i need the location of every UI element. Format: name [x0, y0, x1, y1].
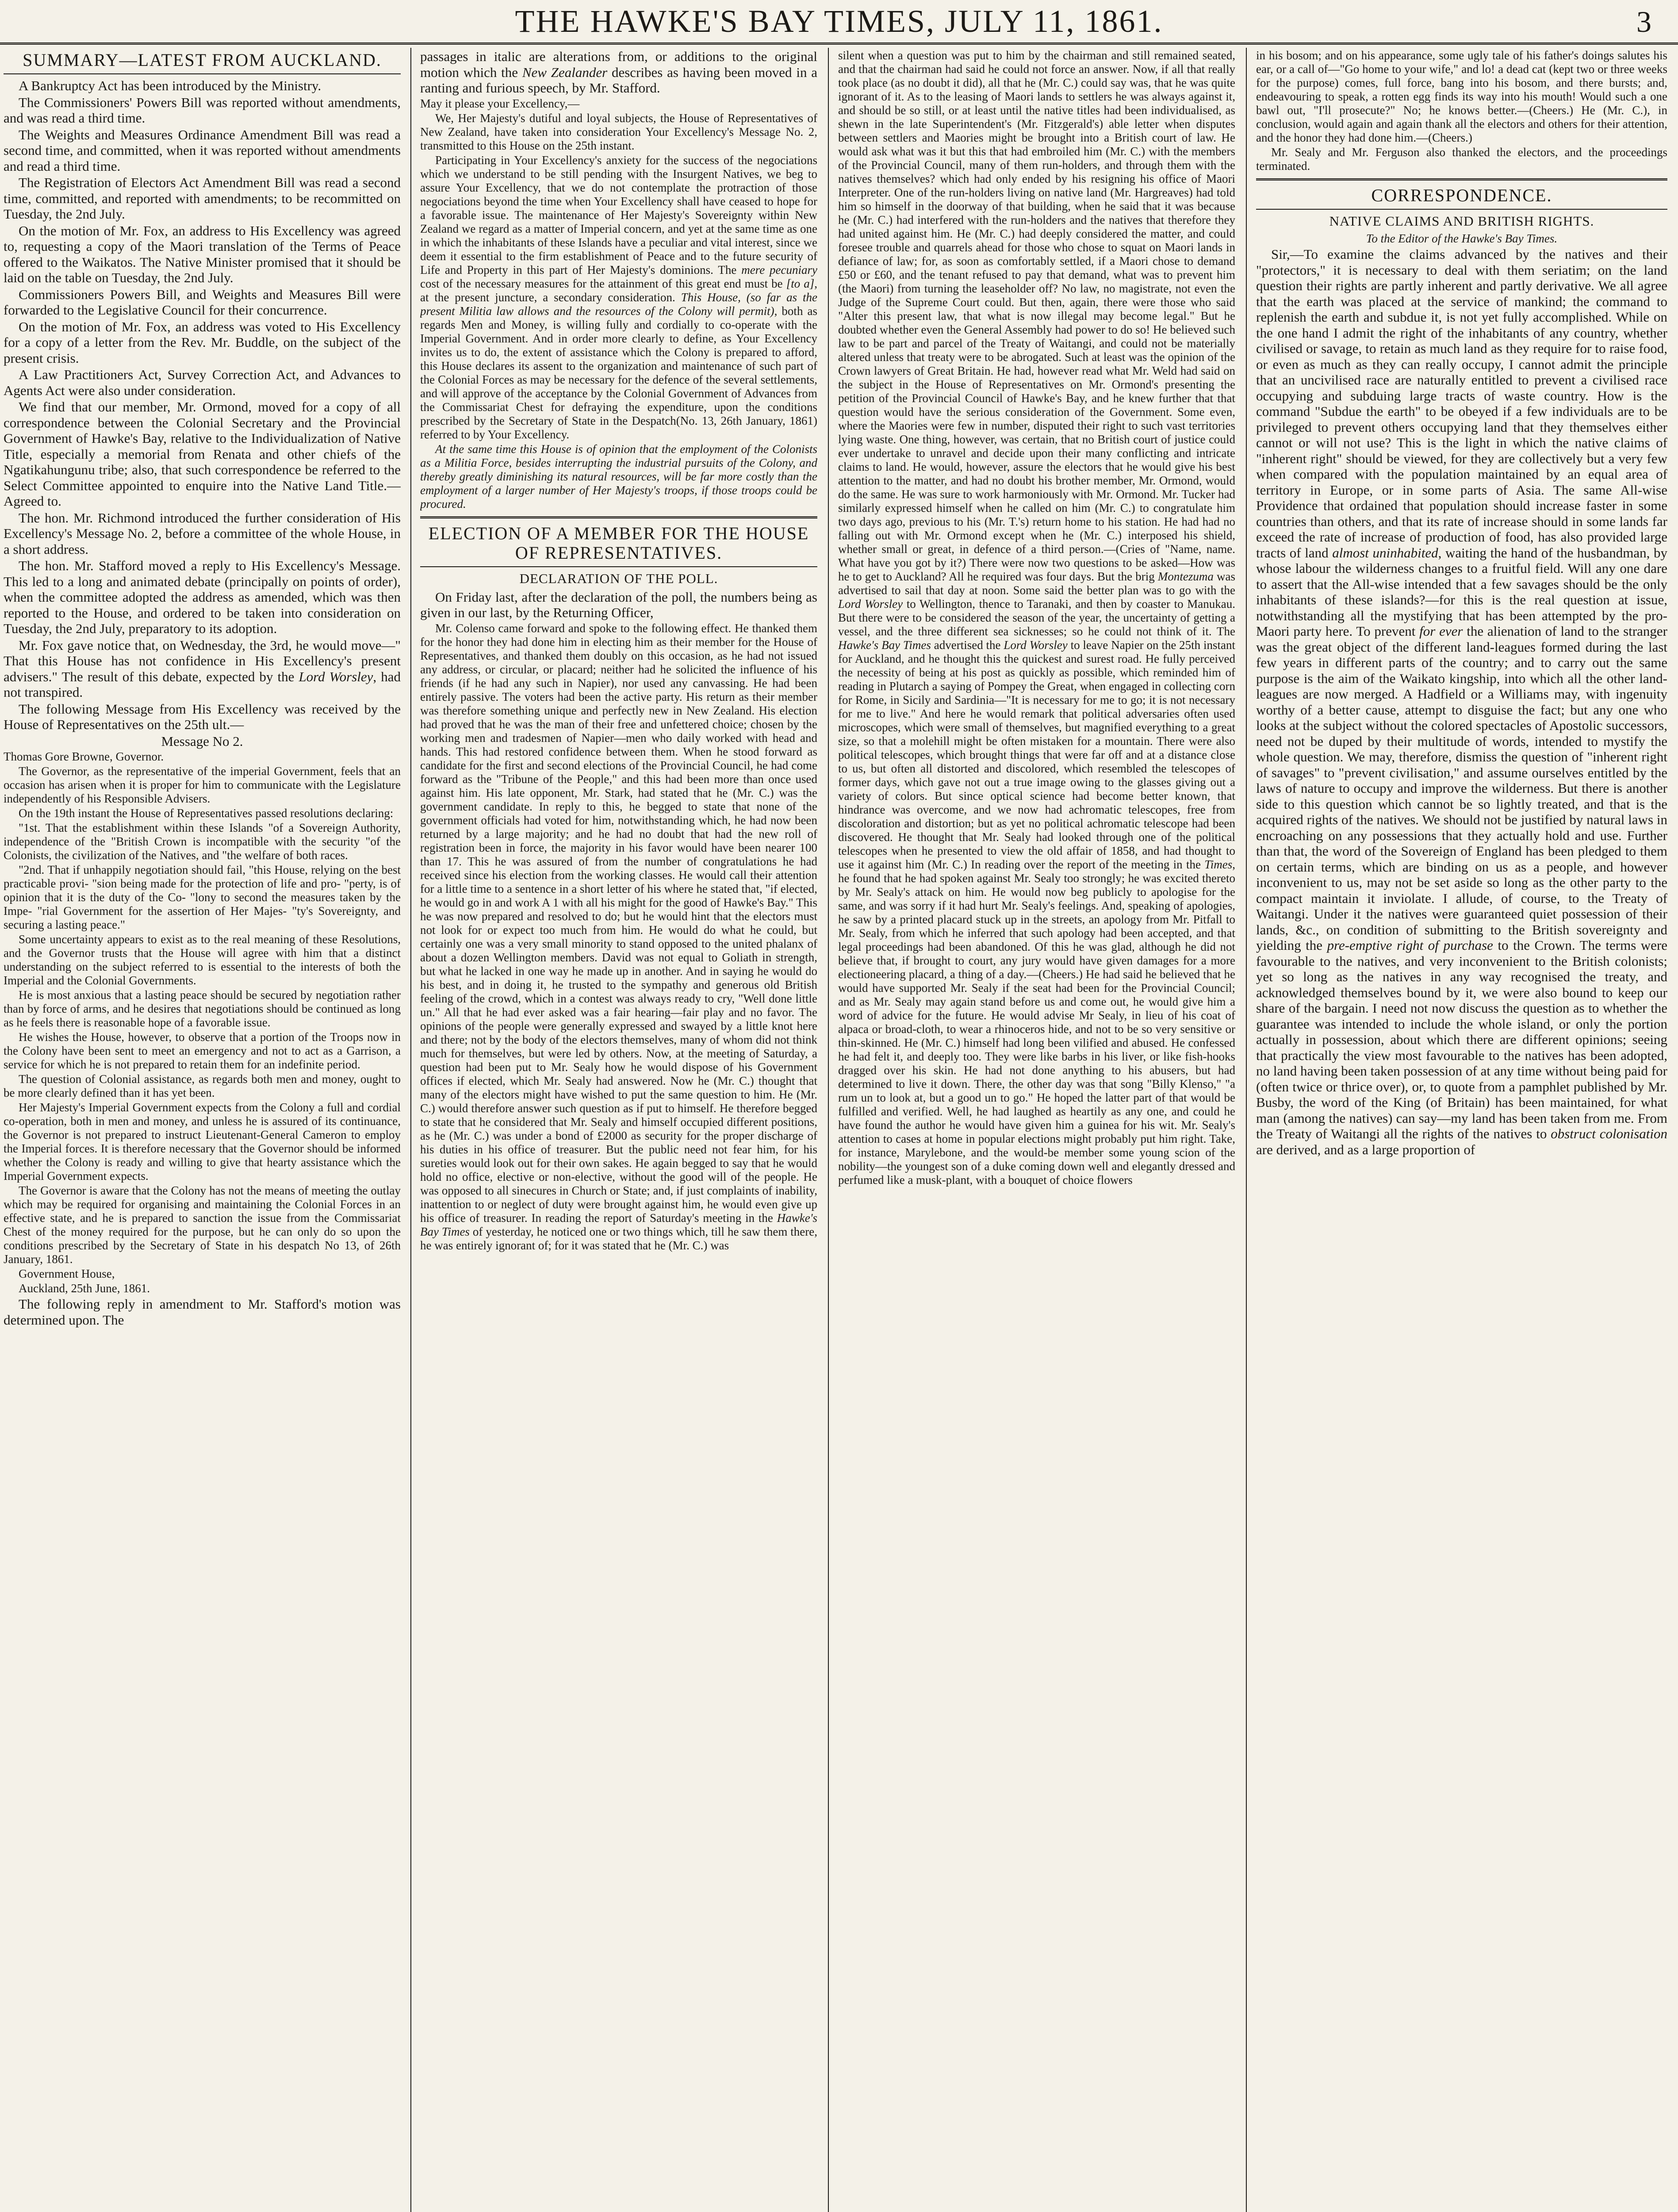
summary-heading: SUMMARY—LATEST FROM AUCKLAND. [23, 50, 382, 70]
column-1 [4, 49, 401, 2212]
italic-run: To the Editor of the Hawke's Bay Times. [1366, 232, 1558, 245]
paragraph: We find that our member, Mr. Ormond, moved for a copy of all correspondence between the Colonial Secretary and the Provincial Government of Hawke's Bay, relative to the Individualization of Native Title, especially a memorial from Renata and other chiefs of the Ngatikahungunu tribe; also, that such correspondence be referred to the Select Committee appointed to enquire into the Native Land Title.—Agreed to. [4, 399, 401, 509]
italic-run: mere pecuniary [741, 263, 817, 276]
text-run: cost of the necessary measures for the attainment of this great end must be [420, 276, 783, 290]
paragraph: The Governor is aware that the Colony has not the means of meeting the outlay which may be required for organising and maintaining the Colonial Forces in an effective state, and he is prepared to sanction the issue from the Commissariat Chest of the money required for the purpose, but he can only do so upon the conditions prescribed by the Secretary of State in his despatch No 13, of 26th January, 1861. [4, 1184, 401, 1266]
to-editor-line [1256, 232, 1667, 246]
text-run: was advertised to sail that day at noon. Some said the better plan was to go with the [838, 570, 1235, 597]
column-divider [1246, 48, 1247, 2212]
text-run: the alienation of land to the stranger was the great object of the different land-leagues formed during the last few years in different parts of the country; and to carry out the same purpose is the aim of the Waikato kingship, into which all the other land-leagues are now merged. A Hadfield or a Williams may, with ingenuity worthy of a better cause, attempt to disguise the fact; but any one who looks at the subject without the colored spectacles of Apostolic successors, need not be duped by their multitude of words, intended to mystify the whole question. We may, therefore, dismiss the question of "inherent right of savages" to "prevent civilisation," and assume ourselves entitled by the laws of nature to occupy and improve the wilderness. But there is another side to this question which cannot be so lightly treated, and that is the acquired rights of the natives. We should not be justified by natural laws in encroaching on any possessions that they actually hold and use. Further than that, the word of the Sovereign of England has been pledged to them on certain terms, which are binding on us as a people, and however inconvenient to us, may not be set aside so long as the other party to the compact maintain it inviolate. I allude, of course, to the Treaty of Waitangi. Under it the natives were guaranteed quiet possession of their lands, &c., on condition of submitting to the British sovereignty and yielding the [1256, 623, 1667, 953]
italic-run: Times [1204, 858, 1233, 871]
column-4 [1256, 49, 1667, 2212]
text-run: silent when a question was put to him by the chairman and still remained seated, and that the chairman had said he could not force an answer. Now, if all that really took place (as no doubt it did), all that he (Mr. C.) could say was, that he was quite ignorant of it. As to the leasing of Maori lands to settlers he was always against it, and should be so still, or at least until the native titles had been individualised, as shewn in the late Superintendent's (Mr. Fitzgerald's) able letter when disputes between settlers and Maories might be brought into a British court of law. He would ask what was it but this that had embroiled him (Mr. C.) with the members of the Provincial Council, many of them run-holders, and through them with the natives themselves? which had only ended by his resigning his office of Maori Interpreter. One of the run-holders living on native land (Mr. Hargreaves) had told him so himself in the doorway of that building, when he said that it was because he (Mr. C.) had interfered with the run-holders and the natives that therefore they had united against him. He (Mr. C.) had deeply considered the matter, and could foresee trouble and quarrels ahead for those who chose to squat on Maori lands in defiance of law; for, as soon as comfortably settled, if a Maori chose to demand £50 or £60, and the tenant refused to pay that demand, what was to prevent him (the Maori) from turning the leaseholder off? No law, no magistrate, not even the Judge of the Supreme Court could. But then, again, there were those who said "Alter this present law, that what is now illegal may become legal." But he doubted whether even the General Assembly had power to do so! He believed such law to be part and parcel of the Treaty of Waitangi, and could not be materially altered unless that treaty were to be abrogated. Such at least was the opinion of the Crown lawyers of Great Britain. He had, however read what Mr. Weld had said on the subject in the House of Representatives on Mr. Ormond's presenting the petition of the Provincial Council of Hawke's Bay, and he knew further that that question would have the serious consideration of the Government. Some even, where the Maories were few in number, disputed their right to such vast territories lying waste. One thing, however, was certain, that no British court of justice could ever undertake to unravel and decide upon their many conflicting and intricate claims to land. He would, however, assure the electors that he would give his best attention to the matter, and had no doubt his brother member, Mr. Ormond, would do the same. He was sure to work harmoniously with Mr. Ormond. Mr. Tucker had similarly expressed himself when he called on him (Mr. C.) to congratulate him two days ago, previous to his (Mr. T.'s) return home to his station. He had had no falling out with Mr. Ormond except when he (Mr. C.) interposed his shield, whether small or great, in defence of a third person.—(Cries of "Name, name. What have you got by it?) There were now two questions to be asked—How was he to get to Auckland? All he required was four days. But the brig [838, 49, 1235, 583]
italic-run: obstruct colonisation [1551, 1126, 1667, 1141]
text-run: Sir,—To examine the claims advanced by the natives and their "protectors," it is necessary to deal with them seriatim; on the land question their rights are partly inherent and partly derivative. We all agree that the earth was placed at the service of mankind; the command to replenish the earth and subdue it, is not yet fully accomplished. While on the one hand I admit the right of the inhabitants of any country, whether civilised or savage, to retain as much land as they require for to raise food, or even as much as they can really occupy, I cannot admit the principle that an uncivilised race are naturally entitled to prevent a civilised race occupying and subduing large tracts of waste country. How is the command "Subdue the earth" to be obeyed if a few individuals are to be privileged to prevent others occupying land that they themselves either cannot or will not use? This is the light in which the native claims of "inherent right" should be viewed, for they are collectively but a very few when compared with the population maintained by an equal area of territory in Europe, or in some parts of Asia. The same All-wise Providence that ordained that population should increase faster in some countries than others, and that its rate of increase should in some lands far exceed the rate of increase of production of food, has also provided large tracts of land [1256, 246, 1667, 561]
text-run: , waiting the hand of the husbandman, by whose labour the wilderness changes to a fruitful field. Will any one dare to assert that the All-wise intended that a few savages should be the only inhabitants of these islands?—for this is the real question at issue, notwithstanding all the mystifying that has been attempted by the pro-Maori party here. To prevent [1256, 545, 1667, 639]
paragraph: He wishes the House, however, to observe that a portion of the Troops now in the Colony have been sent to meet an emergency and not to act as a Garrison, a service for which he is not prepared to retain them for an indefinite period. [4, 1030, 401, 1071]
salutation: May it please your Excellency,— [420, 96, 580, 110]
italic-run: Lord Worsley [838, 597, 903, 611]
paragraph: Her Majesty's Imperial Government expects from the Colony a full and cordial co-operation, both in men and money, and unless he is assured of its continuance, the Governor is not prepared to instruct Lieutenant-General Cameron to employ the Imperial forces. It is therefore necessary that the Governor should be informed whether the Colony is ready and willing to give that hearty assistance which the Imperial Government expects. [4, 1101, 401, 1183]
column-3 [838, 49, 1235, 2212]
text-run: of yesterday, he noticed one or two things which, till he saw them there, he was entirely ignorant of; for it was stated that he (Mr. C.) was [420, 1225, 817, 1252]
text-run: describes as having been moved in a ranting and furious speech, by Mr. Stafford. [420, 64, 817, 96]
text-run: passages in italic are alterations from, or additions to the original motion which the [420, 49, 817, 80]
masthead [0, 0, 1678, 44]
paragraph [1256, 246, 1667, 1157]
masthead-rule [0, 42, 1678, 45]
paragraph [420, 442, 817, 511]
dateline: Government House, [19, 1267, 115, 1280]
column-divider [828, 48, 829, 2212]
italic-run: Hawke's Bay Times [420, 1211, 817, 1238]
paragraph: Commissioners Powers Bill, and Weights and Measures Bill were forwarded to the Legislative Council for their concurrence. [4, 286, 401, 318]
heading-rule [420, 566, 817, 567]
election-heading: ELECTION OF A MEMBER FOR THE HOUSE OF REPRESENTATIVES. [428, 523, 809, 563]
text-run: advertised the [934, 638, 1001, 652]
column-2 [420, 49, 817, 2212]
paragraph: Some uncertainty appears to exist as to the real meaning of these Resolutions, and the Governor trusts that the House will agree with him that a distinct understanding on the subject referred to is essential to the interests of both the Imperial and the Colonial Governments. [4, 933, 401, 987]
message-title: Message No 2. [161, 733, 243, 749]
italic-run: Lord Worsley [1004, 638, 1068, 652]
text-run: to Wellington, thence to Taranaki, and then by coaster to Manukau. But there were to be considered the season of the year, the uncertainty of getting a vessel, and the three different sea sicknesses; so he could not think of it. The [838, 597, 1235, 638]
section-rule [1256, 178, 1667, 180]
paragraph: in his bosom; and on his appearance, some ugly tale of his father's doings salutes his ear, or a call of—"Go home to your wife," and lo! a dead cat (kept two or three weeks for the purpose) comes, full force, bang into his bosom, and there bursts; and, endeavouring to speak, a rotten egg finds its way into his mouth! Would such a one bawl out, "I'll prosecute?" No; he knows better.—(Cheers.) He (Mr. C.), in conclusion, would again and again thank all the electors and others for their attention, and the honor they had done him.—(Cheers.) [1256, 49, 1667, 144]
paragraph: Mr. Sealy and Mr. Ferguson also thanked the electors, and the proceedings terminated. [1256, 146, 1667, 173]
italic-run: almost uninhabited [1332, 545, 1438, 561]
text-run: to the Crown. The terms were favourable to the natives, and very inconvenient to the British colonists; yet so long as the natives in any way recognised the treaty, and acknowledged themselves bound by it, we were also bound to keep our share of the bargain. I need not now discuss the question as to whether the guarantee was intended to include the whole island, or only the portion actually in possession, about which there are different opinions; seeing that practically the view most favourable to the natives has been adopted, no land having been taken possession of at any time without being paid for (often twice or thrice over), or, to quote from a pamphlet published by Mr. Busby, the word of the King (of Britain) has been maintained, for what man (among the natives) can say—my land has been taken from me. From the Treaty of Waitangi all the rights of the natives to [1256, 937, 1667, 1141]
heading-rule [1256, 209, 1667, 210]
paragraph [420, 154, 817, 442]
text-run: , both as regards Men and Money, is willing fully and cordially to co-operate with the Imperial Government. And in order more clearly to define, as Your Excellency invites us to do, the extent of assistance which the Colony is prepared to afford, this House declares its assent to the organization and maintenance of such part of the Colonial Forces as may be necessary for the defence of the several settlements, and will approve of the acceptance by the Colonial Government of Advances from the Commissariat Chest for defraying the expenditure, upon the conditions prescribed by the Secretary of State in the Despatch(No. 13, 26th January, 1861) referred to by Your Excellency. [420, 304, 817, 441]
italic-run: Montezuma [1157, 570, 1214, 583]
italic-run: New Zealander [522, 64, 608, 80]
quotation: "1st. That the establishment within these Islands "of a Sovereign Authority, independence of the "British Crown is incompatible with the security "of the Colonists, the civilization of the Natives, and "the welfare of both races. [4, 821, 401, 862]
italic-run: At the same time this House is of opinion that the employment of the Colonists as a Militia Force, besides interrupting the industrial pursuits of the Colony, and thereby greatly diminishing its natural resources, will be far more costly than the employment of a larger number of Her Majesty's troops, if those troops could be procured. [420, 442, 817, 511]
section-rule [420, 516, 817, 518]
dateline: Auckland, 25th June, 1861. [19, 1282, 150, 1295]
poll-heading: DECLARATION OF THE POLL. [519, 570, 718, 586]
paragraph: On Friday last, after the declaration of the poll, the numbers being as given in our last, by the Returning Officer, [420, 589, 817, 620]
masthead-title: THE HAWKE'S BAY TIMES, JULY 11, 1861. [515, 4, 1163, 39]
paragraph: The Governor, as the representative of the imperial Government, feels that an occasion has arisen when it is proper for him to communicate with the Legislature independently of his Responsible Advisers. [4, 764, 401, 805]
text-run: Participating in Your Excellency's anxiety for the success of the negociations which we understand to be still pending with the Insurgent Natives, we beg to assure Your Excellency, that we do not contemplate the protraction of those negociations beyond the time when Your Excellency shall have ceased to hope for a favorable issue. The maintenance of Her Majesty's Sovereignty within New Zealand we regard as a matter of Imperial concern, and yet at the same time as one in which the inhabitants of these Islands have a peculiar and vital interest, since we deem it essential to the firm establishment of Peace and to the future security of Life and Property in this part of Her Majesty's dominions. The [420, 153, 817, 276]
text-run: , he found that he had spoken against Mr. Sealy too strongly; he was excited thereto by Mr. Sealy's attack on him. He would now beg publicly to apologise for the same, and was sorry if it had hurt Mr. Sealy's feelings. And, speaking of apologies, he saw by a printed placard stuck up in the streets, an apology from Mr. Pitfall to Mr. Sealy, from which he inferred that such apology had been accepted, and that legal proceedings had been abandoned. Of this he was glad, although he did not believe that, if brought to court, any jury would have given damages for a more electioneering placard, a thing of a day.—(Cheers.) He had said he believed that he would have supported Mr. Sealy if the seat had been for the Provincial Council; and as Mr. Sealy may again stand before us and come out, he would give him a word of advice for the future. He would advise Mr Sealy, in lieu of his coat of alpaca or broad-cloth, to wear a rhinoceros hide, and not to be so very sensitive or thin-skinned. He (Mr. C.) himself had long been vilified and abused. He confessed he had felt it, and deeply too. They were like barbs in his liver, or like fish-hooks dragged over his skin. He had not done anything to his abusers, but had determined to live it down. There, the other day was that song "Billy Klenso," "a rum un to look at, but a good un to go." He hoped the latter part of that would be fulfilled and verified. Well, he had laughed as heartily as any one, and could he have found the author he would have given him a guinea for his wit. Mr. Sealy's attention to cases at home in popular elections might probably put him right. Take, for instance, Marylebone, and the would-be member some young scion of the nobility—the youngest son of a duke coming down well and elegantly dressed and perfumed like a musk-plant, with a bouquet of choice flowers [838, 858, 1235, 1187]
native-claims-heading: NATIVE CLAIMS AND BRITISH RIGHTS. [1329, 213, 1594, 229]
paragraph: On the motion of Mr. Fox, an address was voted to His Excellency for a copy of a letter from the Rev. Mr. Buddle, on the subject of the present crisis. [4, 319, 401, 366]
paragraph: A Bankruptcy Act has been introduced by the Ministry. [19, 78, 322, 93]
paragraph: He is most anxious that a lasting peace should be secured by negotiation rather than by force of arms, and he desires that negotiations should be continued as long as he feels there is reasonable hope of a favorable issue. [4, 988, 401, 1029]
paragraph: The following reply in amendment to Mr. Stafford's motion was determined upon. The [4, 1296, 401, 1328]
text-run: are derived, and as a large proportion of [1256, 1141, 1475, 1157]
text-run: , at the present juncture, a secondary consideration. [420, 276, 817, 304]
italic-run: [to a] [786, 276, 815, 290]
paragraph: The question of Colonial assistance, as regards both men and money, ought to be more clearly defined than it has yet been. [4, 1072, 401, 1099]
italic-run: pre-emptive right of purchase [1327, 937, 1493, 953]
text-run: , had not transpired. [4, 668, 401, 700]
paragraph [420, 49, 817, 96]
text-run: to leave Napier on the 25th instant for Auckland, and he thought this the quickest and surest road. He fully perceived the necessity of being at his post as quickly as possible, which reminded him of reading in Plutarch a saying of Pompey the Great, when engaged in collecting corn for Rome, in Sicily and Sardinia—"It is necessary for me to go; it is not necessary for me to live." And here he would remark that political adversaries often used microscopes, which were small of themselves, but magnified everything to a great size, so that a molehill might be often mistaken for a mountain. There were also political telescopes, which brought things that were far off and at a distance close to us, but often all distorted and discolored, which resembled the telescopes of former days, which gave not out a true image owing to the glasses giving out a variety of colors. But since optical science had become better known, that hindrance was overcome, and we now had achromatic telescopes, free from discoloration and distortion; but as yet no political achromatic telescope had been discovered. He thought that Mr. Sealy had looked through one of the political telescopes when he presented to view the old affair of 1858, and had thought to use it against him (Mr. C.) In reading over the report of the meeting in the [838, 638, 1235, 871]
italic-run: Hawke's Bay Times [838, 638, 931, 652]
paragraph: On the motion of Mr. Fox, an address to His Excellency was agreed to, requesting a copy of the Maori translation of the Terms of Peace offered to the Waikatos. The Native Minister promised that it should be laid on the table on Tuesday, the 2nd July. [4, 223, 401, 285]
paragraph: The Registration of Electors Act Amendment Bill was read a second time, committed, and reported with amendments; to be recommitted on Tuesday, the 2nd July. [4, 175, 401, 222]
italic-run: for ever [1419, 623, 1463, 639]
text-run: Mr. Colenso came forward and spoke to the following effect. He thanked them for the honor they had done him in electing him as their member for the House of Representatives, and thanked them doubly on this occasion, as he had not issued any address, or circular, or placard; neither had he solicited the influence of his friends (if he had any such in Napier), nor used any canvassing. He had been entirely passive. The voters had been the active party. His return as their member was therefore something unique and perfectly new in New Zealand. His election had proved that he was the man of their free and unfettered choice; chosen by the working men and tradesmen of Napier—men who daily worked with head and hands. This had restored confidence between them. When he stood forward as candidate for the first and second elections of the Provincial Council, he had come forward as the "Tribune of the People," and this had been more than once used against him. His late opponent, Mr. Stark, had stated that he (Mr. C.) was the government candidate. In reply to this, he begged to state that none of the government officials had voted for him, notwithstanding which, he had now been returned by a large majority; and he had no doubt that had the new roll of registration been in force, the majority in his favor would have been nearer 100 than 17. This he was assured of from the number of congratulations he had received since his election from the working classes. He would call their attention for a little time to a sentence in a short letter of his where he stated that, "if elected, he would go in and work A 1 with all his might for the good of Hawke's Bay." This he was now prepared and resolved to do; but he would hint that the electors must not look for or expect too much from him. He would do what he could, but certainly one was a very small minority to stand opposed to the united phalanx of about a dozen Wellington members. David was not equal to Goliath in strength, but what he lacked in one way he made up in another. And in saying he would do his best, and in doing it, he trusted to the sympathy and generous old British feeling of the crowd, which in a contest was always ready to cry, "Well done little un." All that he had ever asked was a fair hearing—fair play and no favor. The opinions of the people were generally expressed and swayed by a little knot here and there; not by the body of the electors themselves, many of whom did not think much for themselves, but were led by others. Now, at the meeting of Saturday, a question had been put to Mr. Sealy how he would dispose of his Government offices if elected, which Mr. Sealy had answered. Now he (Mr. C.) thought that many of the electors might have wished to put the same question to him. He (Mr. C.) would therefore answer such question as if put to himself. He therefore begged to state that he considered that Mr. Sealy and himself occupied different positions, as he (Mr. C.) was under a bond of £2000 as security for the proper discharge of his duties in his office of treasurer. But the public need not fear him, for his sureties would look out for their own sakes. He again begged to say that he would hold no office, elective or non-elective, without the good will of the people. He was opposed to all sinecures in Church or State; and, if just complaints of inability, inattention to or neglect of duty were brought against him, he would even give up his office of treasurer. In reading the report of Saturday's meeting in the [420, 621, 817, 1225]
quotation: "2nd. That if unhappily negotiation should fail, "this House, relying on the best practicable provi- "sion being made for the protection of life and pro- "perty, is of opinion that it is the duty of the Co- "lony to second the measures taken by the Impe- "rial Government for the assertion of Her Majes- "ty's Sovereignty, and securing a lasting peace." [4, 863, 401, 931]
italic-run: Lord Worsley [299, 668, 373, 684]
paragraph: We, Her Majesty's dutiful and loyal subjects, the House of Representatives of New Zealand, have taken into consideration Your Excellency's Message No. 2, transmitted to this House on the 25th instant. [420, 111, 817, 152]
message-signature: Thomas Gore Browne, Governor. [4, 750, 164, 763]
column-divider [410, 48, 411, 2212]
paragraph [838, 49, 1235, 1187]
italic-run: This House, (so far as the present Militia law allows and the resources of the Colony will permit) [420, 290, 817, 318]
page-number: 3 [1636, 5, 1651, 38]
paragraph: The Commissioners' Powers Bill was reported without amendments, and was read a third time. [4, 94, 401, 126]
heading-rule [4, 73, 401, 74]
paragraph: The Weights and Measures Ordinance Amendment Bill was read a second time, and committed, when it was reported without amendments and read a third time. [4, 127, 401, 174]
paragraph: A Law Practitioners Act, Survey Correction Act, and Advances to Agents Act were also under consideration. [4, 367, 401, 398]
paragraph: The following Message from His Excellency was received by the House of Representatives on the 25th ult.— [4, 701, 401, 732]
text-run: Mr. Fox gave notice that, on Wednesday, the 3rd, he would move—" That this House has not confidence in His Excellency's present advisers." The result of this debate, expected by the [4, 637, 401, 684]
paragraph [420, 622, 817, 1252]
paragraph: The hon. Mr. Richmond introduced the further consideration of His Excellency's Message No. 2, before a committee of the whole House, in a short address. [4, 510, 401, 557]
correspondence-heading: CORRESPONDENCE. [1371, 185, 1552, 205]
paragraph: The hon. Mr. Stafford moved a reply to His Excellency's Message. This led to a long and animated debate (principally on points of order), when the committee adopted the address as amended, which was then reported to the House, and ordered to be taken into consideration on Tuesday, the 2nd July, preparatory to its adoption. [4, 558, 401, 636]
paragraph: On the 19th instant the House of Representatives passed resolutions declaring: [19, 806, 394, 820]
paragraph [4, 637, 401, 700]
